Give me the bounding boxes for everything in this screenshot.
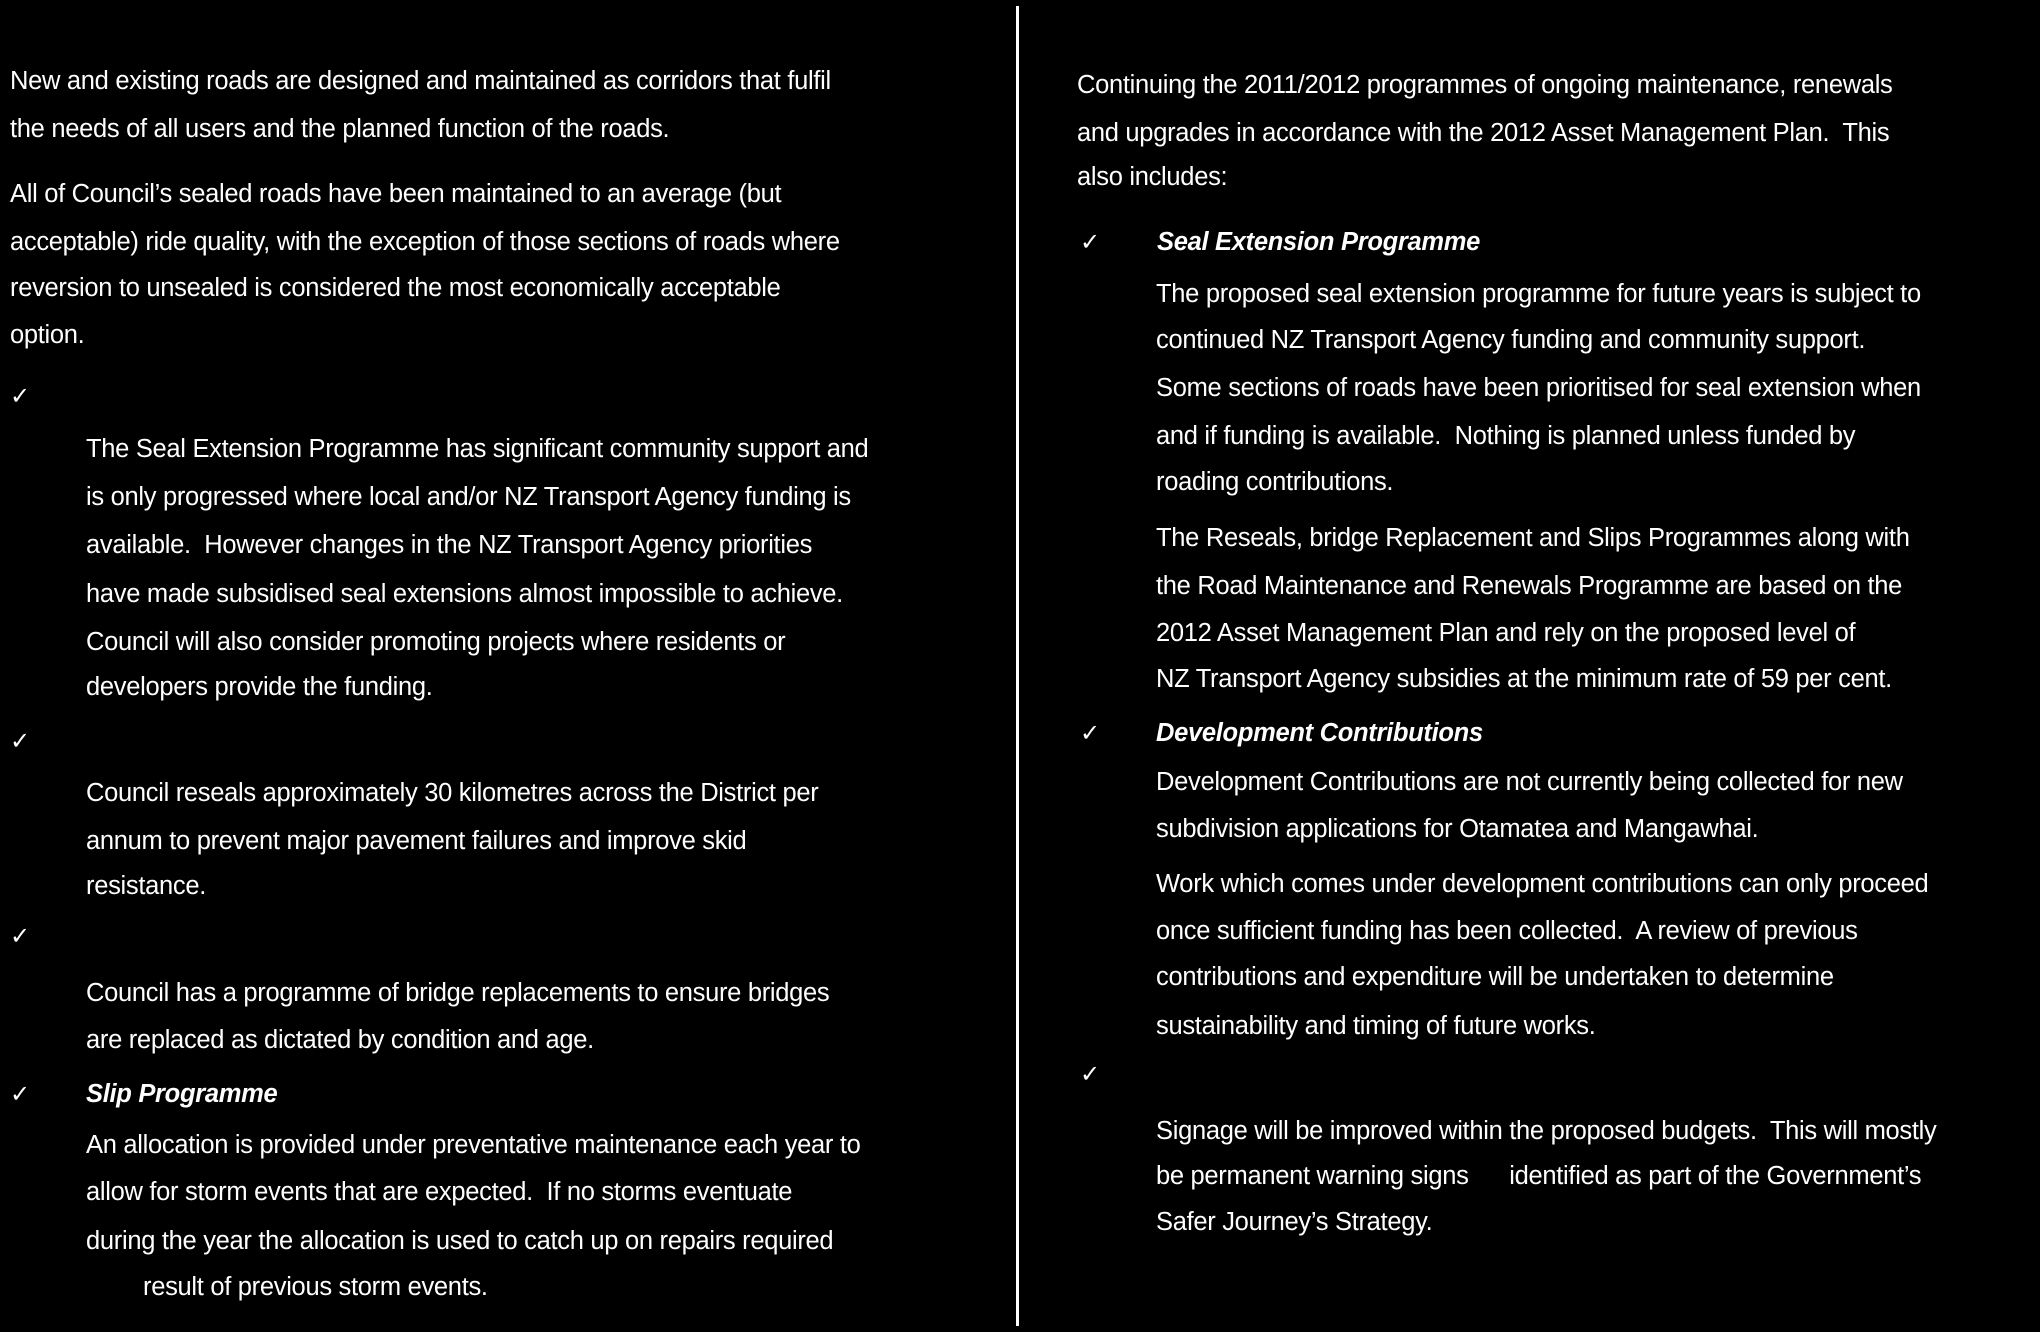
paragraph-line: have made subsidised seal extensions almost impossible to achieve. xyxy=(86,580,843,608)
paragraph-line: sustainability and timing of future works. xyxy=(1156,1012,1596,1040)
paragraph-line: reversion to unsealed is considered the most economically acceptable xyxy=(10,274,781,302)
paragraph-line: and upgrades in accordance with the 2012 Asset Management Plan. This xyxy=(1077,119,1890,147)
paragraph-line: Some sections of roads have been prioritised for seal extension when xyxy=(1156,374,1921,402)
paragraph-line: the needs of all users and the planned function of the roads. xyxy=(10,115,670,143)
paragraph-line: roading contributions. xyxy=(1156,468,1394,496)
paragraph-line: available. However changes in the NZ Transport Agency priorities xyxy=(86,531,813,559)
paragraph-line: resistance. xyxy=(86,872,207,900)
paragraph-line: New and existing roads are designed and maintained as corridors that fulfil xyxy=(10,67,831,95)
section-heading: Slip Programme xyxy=(86,1080,278,1108)
paragraph-line: are replaced as dictated by condition and age. xyxy=(86,1026,594,1054)
paragraph-line: once sufficient funding has been collected. A review of previous xyxy=(1156,917,1858,945)
section-heading: Seal Extension Programme xyxy=(1157,228,1481,256)
checkmark-icon: ✓ xyxy=(1080,719,1100,747)
paragraph-line: The Seal Extension Programme has significant community support and xyxy=(86,435,869,463)
paragraph-line: Work which comes under development contributions can only proceed xyxy=(1156,870,1929,898)
checkmark-icon: ✓ xyxy=(10,1080,30,1108)
paragraph-line: continued NZ Transport Agency funding and community support. xyxy=(1156,326,1866,354)
paragraph-line: An allocation is provided under preventative maintenance each year to xyxy=(86,1131,861,1159)
paragraph-line: during the year the allocation is used to catch up on repairs required xyxy=(86,1227,834,1255)
paragraph-line: option. xyxy=(10,321,85,349)
paragraph-line: acceptable) ride quality, with the exception of those sections of roads where xyxy=(10,228,840,256)
checkmark-icon: ✓ xyxy=(1080,228,1100,256)
paragraph-line: is only progressed where local and/or NZ Transport Agency funding is xyxy=(86,483,851,511)
paragraph-line: developers provide the funding. xyxy=(86,673,433,701)
paragraph-line: Council reseals approximately 30 kilometres across the District per xyxy=(86,779,819,807)
paragraph-line: contributions and expenditure will be undertaken to determine xyxy=(1156,963,1834,991)
paragraph-line: Safer Journey’s Strategy. xyxy=(1156,1208,1433,1236)
paragraph-line: be permanent warning signs identified as part of the Government’s xyxy=(1156,1162,1922,1190)
paragraph-line: Council has a programme of bridge replacements to ensure bridges xyxy=(86,979,830,1007)
paragraph-line: All of Council’s sealed roads have been maintained to an average (but xyxy=(10,180,782,208)
paragraph-line: Development Contributions are not currently being collected for new xyxy=(1156,768,1903,796)
paragraph-line: The proposed seal extension programme for future years is subject to xyxy=(1156,280,1921,308)
paragraph-line: Signage will be improved within the proposed budgets. This will mostly xyxy=(1156,1117,1937,1145)
paragraph-line: Continuing the 2011/2012 programmes of ongoing maintenance, renewals xyxy=(1077,71,1893,99)
paragraph-line: annum to prevent major pavement failures and improve skid xyxy=(86,827,747,855)
paragraph-line: NZ Transport Agency subsidies at the minimum rate of 59 per cent. xyxy=(1156,665,1892,693)
paragraph-line: The Reseals, bridge Replacement and Slips Programmes along with xyxy=(1156,524,1910,552)
paragraph-line: Council will also consider promoting projects where residents or xyxy=(86,628,786,656)
paragraph-line: result of previous storm events. xyxy=(143,1273,488,1301)
paragraph-line: and if funding is available. Nothing is planned unless funded by xyxy=(1156,422,1856,450)
paragraph-line: subdivision applications for Otamatea and Mangawhai. xyxy=(1156,815,1759,843)
paragraph-line: allow for storm events that are expected. If no storms eventuate xyxy=(86,1178,793,1206)
paragraph-line: also includes: xyxy=(1077,163,1228,191)
checkmark-icon: ✓ xyxy=(10,382,30,410)
section-heading: Development Contributions xyxy=(1156,719,1483,747)
checkmark-icon: ✓ xyxy=(10,727,30,755)
paragraph-line: 2012 Asset Management Plan and rely on the proposed level of xyxy=(1156,619,1856,647)
column-divider xyxy=(1016,6,1019,1326)
paragraph-line: the Road Maintenance and Renewals Programme are based on the xyxy=(1156,572,1903,600)
checkmark-icon: ✓ xyxy=(10,922,30,950)
checkmark-icon: ✓ xyxy=(1080,1060,1100,1088)
